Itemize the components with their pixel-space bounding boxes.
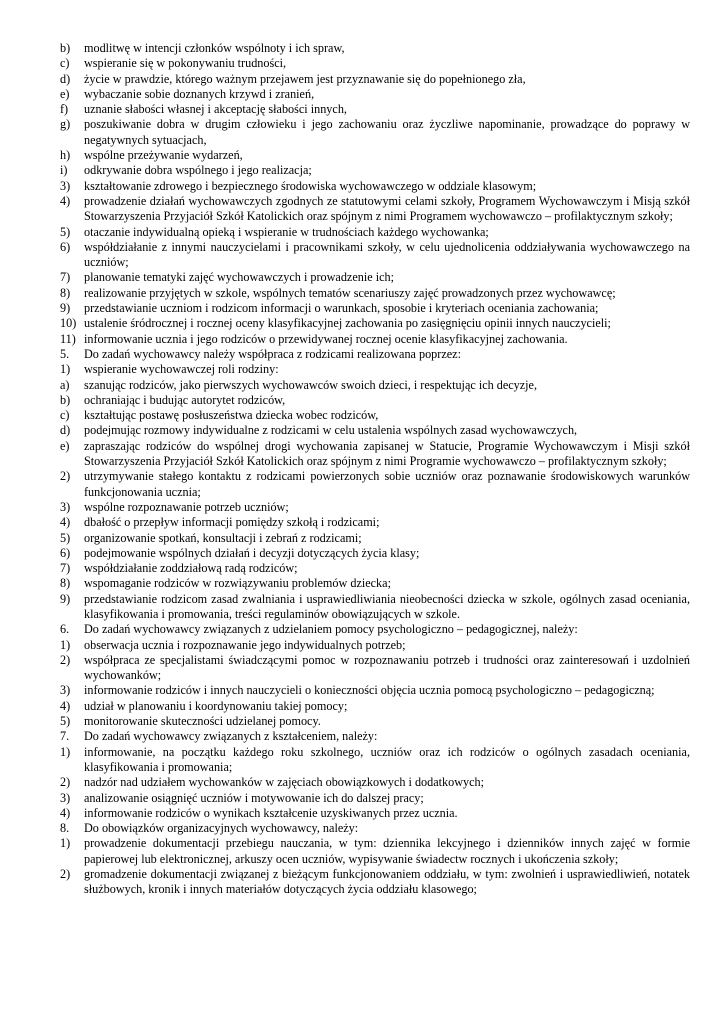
list-item <box>60 408 690 423</box>
list-item <box>60 469 690 500</box>
list-item-text: poszukiwanie dobra w drugim człowieku i jego zachowaniu oraz życzliwe napominanie, prowadzące do poprawy w negatywnych sytuacjach, <box>84 117 690 147</box>
list-marker: 7) <box>60 561 71 576</box>
list-marker: a) <box>60 377 70 392</box>
list-marker: d) <box>60 423 71 438</box>
list-item-text: współdziałanie z innymi nauczycielami i pracownikami szkoły, w celu ujednolicenia oddziaływania wychowawczego na uczniów; <box>84 239 690 270</box>
list-item <box>60 638 690 653</box>
list-marker: 1) <box>60 637 71 652</box>
list-item <box>60 821 690 836</box>
list-marker: 1) <box>60 362 71 377</box>
list-item-text: Do zadań wychowawcy związanych z kształceniem, należy: <box>84 729 378 744</box>
list-item-text: przedstawianie uczniom i rodzicom informacji o warunkach, sposobie i kryteriach oceniania zachowania; <box>84 301 599 316</box>
list-item <box>60 240 690 271</box>
list-item <box>60 622 690 637</box>
list-marker: b) <box>60 41 71 55</box>
list-item <box>60 286 690 301</box>
list-marker: e) <box>60 86 70 101</box>
list-item-text: modlitwę w intencji członków wspólnoty i ich spraw, <box>84 41 345 55</box>
list-marker: 4) <box>60 698 71 713</box>
list-item <box>60 867 690 898</box>
list-item-text: podejmując rozmowy indywidualne z rodzicami w celu ustalenia wspólnych zasad wychowawczych, <box>84 423 578 438</box>
list-marker: c) <box>60 408 70 423</box>
list-item <box>60 836 690 867</box>
list-marker: 1) <box>60 836 71 851</box>
list-marker: g) <box>60 117 71 132</box>
list-marker: 3) <box>60 178 71 193</box>
list-item-text: uznanie słabości własnej i akceptację słabości innych, <box>84 102 347 117</box>
list-marker: 5) <box>60 224 71 239</box>
list-marker: 3) <box>60 683 71 698</box>
list-item <box>60 270 690 285</box>
list-item <box>60 775 690 790</box>
list-item-text: Do zadań wychowawcy należy współpraca z rodzicami realizowana poprzez: <box>84 346 461 361</box>
list-marker: 6. <box>60 622 70 637</box>
list-marker: 7. <box>60 729 70 744</box>
list-item <box>60 576 690 591</box>
list-item <box>60 515 690 530</box>
list-item-text: otaczanie indywidualną opieką i wspieranie w trudnościach każdego wychowanka; <box>84 224 489 239</box>
list-item-text: nadzór nad udziałem wychowanków w zajęciach obowiązkowych i dodatkowych; <box>84 775 485 790</box>
list-marker: 4) <box>60 515 71 530</box>
list-marker: f) <box>60 102 69 117</box>
list-item-text: monitorowanie skuteczności udzielanej pomocy. <box>84 714 321 729</box>
list-item <box>60 163 690 178</box>
list-marker: 5) <box>60 714 71 729</box>
list-item <box>60 378 690 393</box>
list-item <box>60 87 690 102</box>
list-marker: c) <box>60 56 70 71</box>
list-item-text: dbałość o przepływ informacji pomiędzy szkołą i rodzicami; <box>84 515 380 530</box>
list-item-text: wspomaganie rodziców w rozwiązywaniu problemów dziecka; <box>84 576 391 591</box>
list-marker: 8. <box>60 821 70 836</box>
list-item-text: kształtując postawę posłuszeństwa dziecka wobec rodziców, <box>84 408 379 423</box>
list-item-text: wspólne rozpoznawanie potrzeb uczniów; <box>84 499 289 514</box>
list-item <box>60 194 690 225</box>
list-marker: 7) <box>60 270 71 285</box>
list-item <box>60 546 690 561</box>
list-item-text: wybaczanie sobie doznanych krzywd i zranień, <box>84 86 315 101</box>
list-item <box>60 393 690 408</box>
list-item <box>60 683 690 698</box>
list-item <box>60 531 690 546</box>
list-item <box>60 225 690 240</box>
list-item <box>60 347 690 362</box>
list-item-text: ochraniając i budując autorytet rodziców, <box>84 392 286 407</box>
list-item <box>60 72 690 87</box>
list-item-text: odkrywanie dobra wspólnego i jego realizacja; <box>84 163 312 178</box>
list-marker: 1) <box>60 744 71 759</box>
list-marker: i) <box>60 163 68 178</box>
list-item-text: gromadzenie dokumentacji związanej z bieżącym funkcjonowaniem oddziału, w tym: zwolnień i usprawiedliwień, notatek służbowych, kronik i innych materiałów dotyczących życia oddziału klasowego; <box>84 867 690 897</box>
list-item-text: Do obowiązków organizacyjnych wychowawcy, należy: <box>84 821 359 836</box>
list-item-text: prowadzenie działań wychowawczych zgodnych ze statutowymi celami szkoły, Programem Wychowawczym i Misją szkół Stowarzyszenia Przyjaciół Szkół Katolickich oraz spójnym z nimi Programem wychowawczo – profilaktycznym szkoły; <box>84 193 690 224</box>
list-item <box>60 653 690 684</box>
list-item <box>60 362 690 377</box>
list-marker: 9) <box>60 301 71 316</box>
list-item <box>60 699 690 714</box>
list-marker: 3) <box>60 790 71 805</box>
list-marker: 2) <box>60 867 71 882</box>
list-item-text: prowadzenie dokumentacji przebiegu nauczania, w tym: dziennika lekcyjnego i dzienników innych zajęć w formie papierowej lub elektronicznej, arkuszy ocen uczniów, wypisywanie świadectw rocznych i ukończenia szkoły; <box>84 836 690 866</box>
list-marker: 8) <box>60 576 71 591</box>
list-item <box>60 592 690 623</box>
list-item <box>60 714 690 729</box>
list-marker: 2) <box>60 775 71 790</box>
list-item-text: obserwacja ucznia i rozpoznawanie jego indywidualnych potrzeb; <box>84 637 406 652</box>
list-item <box>60 316 690 331</box>
list-item-text: Do zadań wychowawcy związanych z udzielaniem pomocy psychologiczno – pedagogicznej, należy: <box>84 622 578 637</box>
list-item-text: informowanie rodziców i innych nauczycieli o konieczności objęcia ucznia pomocą psychologiczno – pedagogiczną; <box>84 683 655 698</box>
list-item-text: ustalenie śródrocznej i rocznej oceny klasyfikacyjnej zachowania po zasięgnięciu opinii innych nauczycieli; <box>84 316 611 331</box>
list-item-text: zapraszając rodziców do wspólnej drogi wychowania zapisanej w Statucie, Programie Wychowawczym i Misji szkół Stowarzyszenia Przyjaciół Szkół Katolickich oraz spójnym z nimi Programie wychowawczo – profilaktycznym szkoły; <box>84 438 690 469</box>
list-item-text: współdziałanie zoddziałową radą rodziców; <box>84 561 298 576</box>
list-item-text: przedstawianie rodzicom zasad zwalniania i usprawiedliwiania nieobecności dziecka w szkole, ogólnych zasad oceniania, klasyfikowania i promowania, treści regulaminów obowiązujących w szkole. <box>84 591 690 621</box>
list-marker: 8) <box>60 285 71 300</box>
list-marker: 4) <box>60 193 71 208</box>
list-item-text: informowanie, na początku każdego roku szkolnego, uczniów oraz ich rodziców o ogólnych zasadach oceniania, klasyfikowania i promowania; <box>84 744 690 774</box>
list-item-text: organizowanie spotkań, konsultacji i zebrań z rodzicami; <box>84 530 362 545</box>
list-item-text: szanując rodziców, jako pierwszych wychowawców swoich dzieci, i respektując ich decyzje, <box>84 377 538 392</box>
list-item-text: informowanie rodziców o wynikach kształcenie uzyskiwanych przez ucznia. <box>84 805 458 820</box>
list-item-text: kształtowanie zdrowego i bezpiecznego środowiska wychowawczego w oddziale klasowym; <box>84 178 537 193</box>
list-item-text: realizowanie przyjętych w szkole, wspólnych tematów scenariuszy zajęć prowadzonych przez wychowawcę; <box>84 285 616 300</box>
list-item-text: utrzymywanie stałego kontaktu z rodzicami powierzonych sobie uczniów oraz poznawanie środowiskowych warunków funkcjonowania ucznia; <box>84 469 690 499</box>
list-item <box>60 179 690 194</box>
list-item <box>60 148 690 163</box>
list-item-text: planowanie tematyki zajęć wychowawczych i prowadzenie ich; <box>84 270 394 285</box>
list-item <box>60 41 690 56</box>
list-item <box>60 56 690 71</box>
list-item <box>60 332 690 347</box>
list-item <box>60 806 690 821</box>
list-item-text: analizowanie osiągnięć uczniów i motywowanie ich do dalszej pracy; <box>84 790 424 805</box>
list-item-text: wspieranie się w pokonywaniu trudności, <box>84 56 287 71</box>
statute-list <box>60 41 690 898</box>
list-marker: 2) <box>60 652 71 667</box>
list-item <box>60 791 690 806</box>
list-item <box>60 729 690 744</box>
list-item-text: wspieranie wychowawczej roli rodziny: <box>84 362 279 377</box>
list-item <box>60 301 690 316</box>
list-item <box>60 102 690 117</box>
list-item-text: udział w planowaniu i koordynowaniu takiej pomocy; <box>84 698 348 713</box>
list-item-text: współpraca ze specjalistami świadczącymi pomoc w rozpoznawaniu potrzeb i trudności oraz zainteresowań i uzdolnień wychowanków; <box>84 652 690 683</box>
list-item-text: życie w prawdzie, którego ważnym przejawem jest przyznawanie się do popełnionego zła, <box>84 71 526 86</box>
list-marker: 5. <box>60 346 70 361</box>
list-item <box>60 423 690 438</box>
list-marker: e) <box>60 438 70 453</box>
list-marker: 11) <box>60 331 76 346</box>
list-marker: 2) <box>60 469 71 484</box>
list-item <box>60 561 690 576</box>
list-marker: h) <box>60 148 71 163</box>
list-marker: 3) <box>60 499 71 514</box>
list-marker: 10) <box>60 316 77 331</box>
list-marker: 5) <box>60 530 71 545</box>
list-marker: 6) <box>60 239 71 254</box>
list-item-text: wspólne przeżywanie wydarzeń, <box>84 148 243 163</box>
list-marker: 9) <box>60 591 71 606</box>
list-item <box>60 500 690 515</box>
list-marker: 4) <box>60 805 71 820</box>
list-item <box>60 117 690 148</box>
list-item-text: podejmowanie wspólnych działań i decyzji dotyczących życia klasy; <box>84 545 420 560</box>
list-item-text: informowanie ucznia i jego rodziców o przewidywanej rocznej ocenie klasyfikacyjnej zachowania. <box>84 331 568 346</box>
list-marker: b) <box>60 392 71 407</box>
list-item <box>60 745 690 776</box>
list-marker: 6) <box>60 545 71 560</box>
list-item <box>60 439 690 470</box>
list-marker: d) <box>60 71 71 86</box>
